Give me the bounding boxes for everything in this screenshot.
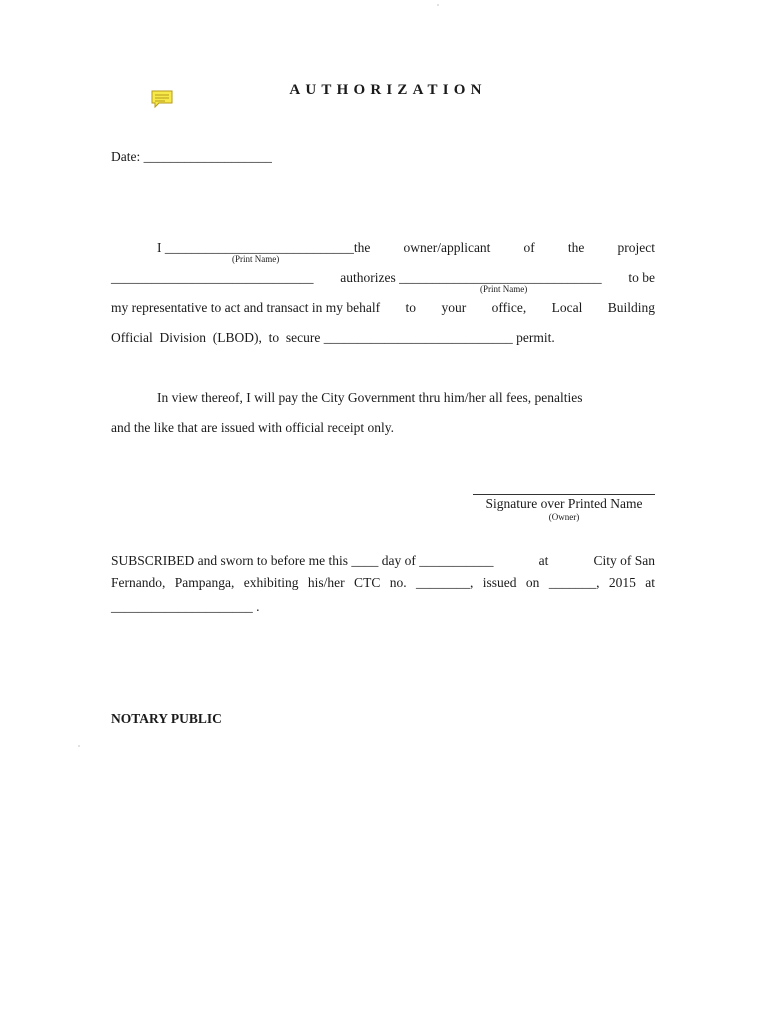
print-name-caption-2: (Print Name) [480, 284, 528, 294]
notary-line1-part2: at [538, 553, 549, 568]
signature-owner-caption: (Owner) [548, 512, 580, 522]
notary-line3: _____________________ . [111, 599, 260, 614]
notary-line2: Fernando, Pampanga, exhibiting his/her CTC no. ________, issued on _______, 2015 at [111, 575, 655, 590]
para1-line2 [111, 270, 655, 286]
print-name-caption-1: (Print Name) [232, 254, 280, 264]
signature-rule [473, 494, 655, 495]
para1-line3-part1: my representative to act and transact in my behalf [111, 300, 381, 315]
para1-line1-part5: project [617, 240, 655, 255]
para2-line1: In view thereof, I will pay the City Government thru him/her all fees, penalties [157, 390, 583, 405]
para1-line1-part4: the [567, 240, 585, 255]
para2-line2: and the like that are issued with official receipt only. [111, 420, 395, 435]
para1-line3-part2: to [405, 300, 417, 315]
para1-line3 [111, 300, 655, 316]
notary-line1-part1: SUBSCRIBED and sworn to before me this ____ day of ___________ [111, 553, 494, 568]
para1-line2-part3: to be [628, 270, 655, 285]
para1-line2-part1: ______________________________ [111, 270, 314, 285]
signature-label: Signature over Printed Name [485, 496, 643, 511]
date-line: Date: ___________________ [111, 149, 272, 164]
para1-line1-part1: I ____________________________the [157, 240, 371, 255]
para1-line3-part6: Building [607, 300, 655, 315]
document-title: AUTHORIZATION [289, 82, 487, 98]
para1-line1-part3: of [523, 240, 535, 255]
notary-line1 [111, 553, 655, 569]
notary-public-label: NOTARY PUBLIC [111, 711, 222, 726]
para1-line1-part2: owner/applicant [403, 240, 491, 255]
para1-line3-part3: your [441, 300, 467, 315]
scan-speck [78, 745, 80, 747]
para1-line2-part2: authorizes ______________________________ [340, 270, 602, 285]
para1-line3-part5: Local [551, 300, 583, 315]
notary-line1-part3: City of San [593, 553, 655, 568]
para1-line4: Official Division (LBOD), to secure ____________________________ permit. [111, 330, 555, 345]
scan-speck [437, 4, 439, 6]
para1-line3-part4: office, [491, 300, 527, 315]
